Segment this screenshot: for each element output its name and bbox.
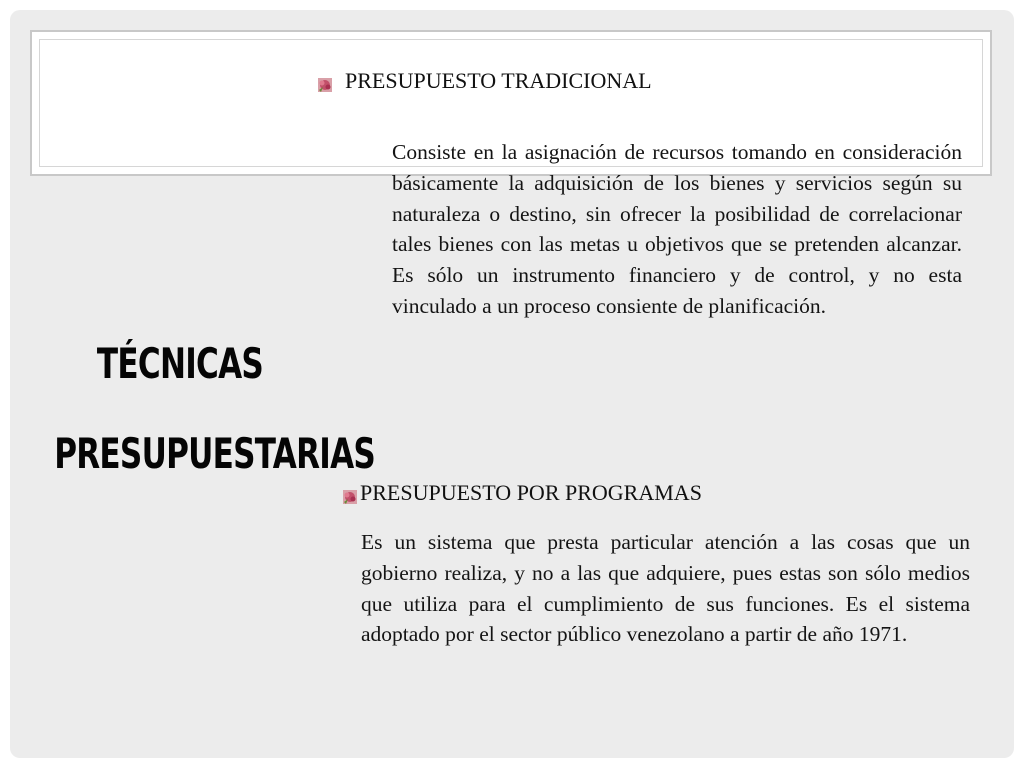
flower-bullet-icon bbox=[317, 73, 333, 99]
slide-title-line-1: TÉCNICAS bbox=[96, 339, 264, 388]
section-heading-text: PRESUPUESTO TRADICIONAL bbox=[345, 68, 652, 93]
flower-bullet-icon bbox=[342, 485, 358, 511]
slide-title bbox=[54, 319, 376, 499]
section-heading-presupuesto-tradicional bbox=[345, 68, 652, 94]
slide bbox=[10, 10, 1014, 758]
section-heading-text: PRESUPUESTO POR PROGRAMAS bbox=[360, 480, 702, 505]
section-body-presupuesto-tradicional: Consiste en la asignación de recursos tomando en consideración básicamente la adquisición de los bienes y servicios según su naturaleza o destino, sin ofrecer la posibilidad de correlacionar tales bienes con las metas u objetivos que se pretenden alcanzar. Es sólo un instrumento financiero y de control, y no esta vinculado a un proceso consiente de planificación. bbox=[392, 140, 962, 318]
section-body-presupuesto-por-programas: Es un sistema que presta particular atención a las cosas que un gobierno realiza, y no a las que adquiere, pues estas son sólo medios que utiliza para el cumplimiento de sus funciones. Es el sistema adoptado por el sector público venezolano a partir de año 1971. bbox=[361, 530, 970, 647]
slide-title-line-2: PRESUPUESTARIAS bbox=[54, 429, 376, 478]
section-heading-presupuesto-por-programas bbox=[360, 480, 702, 506]
